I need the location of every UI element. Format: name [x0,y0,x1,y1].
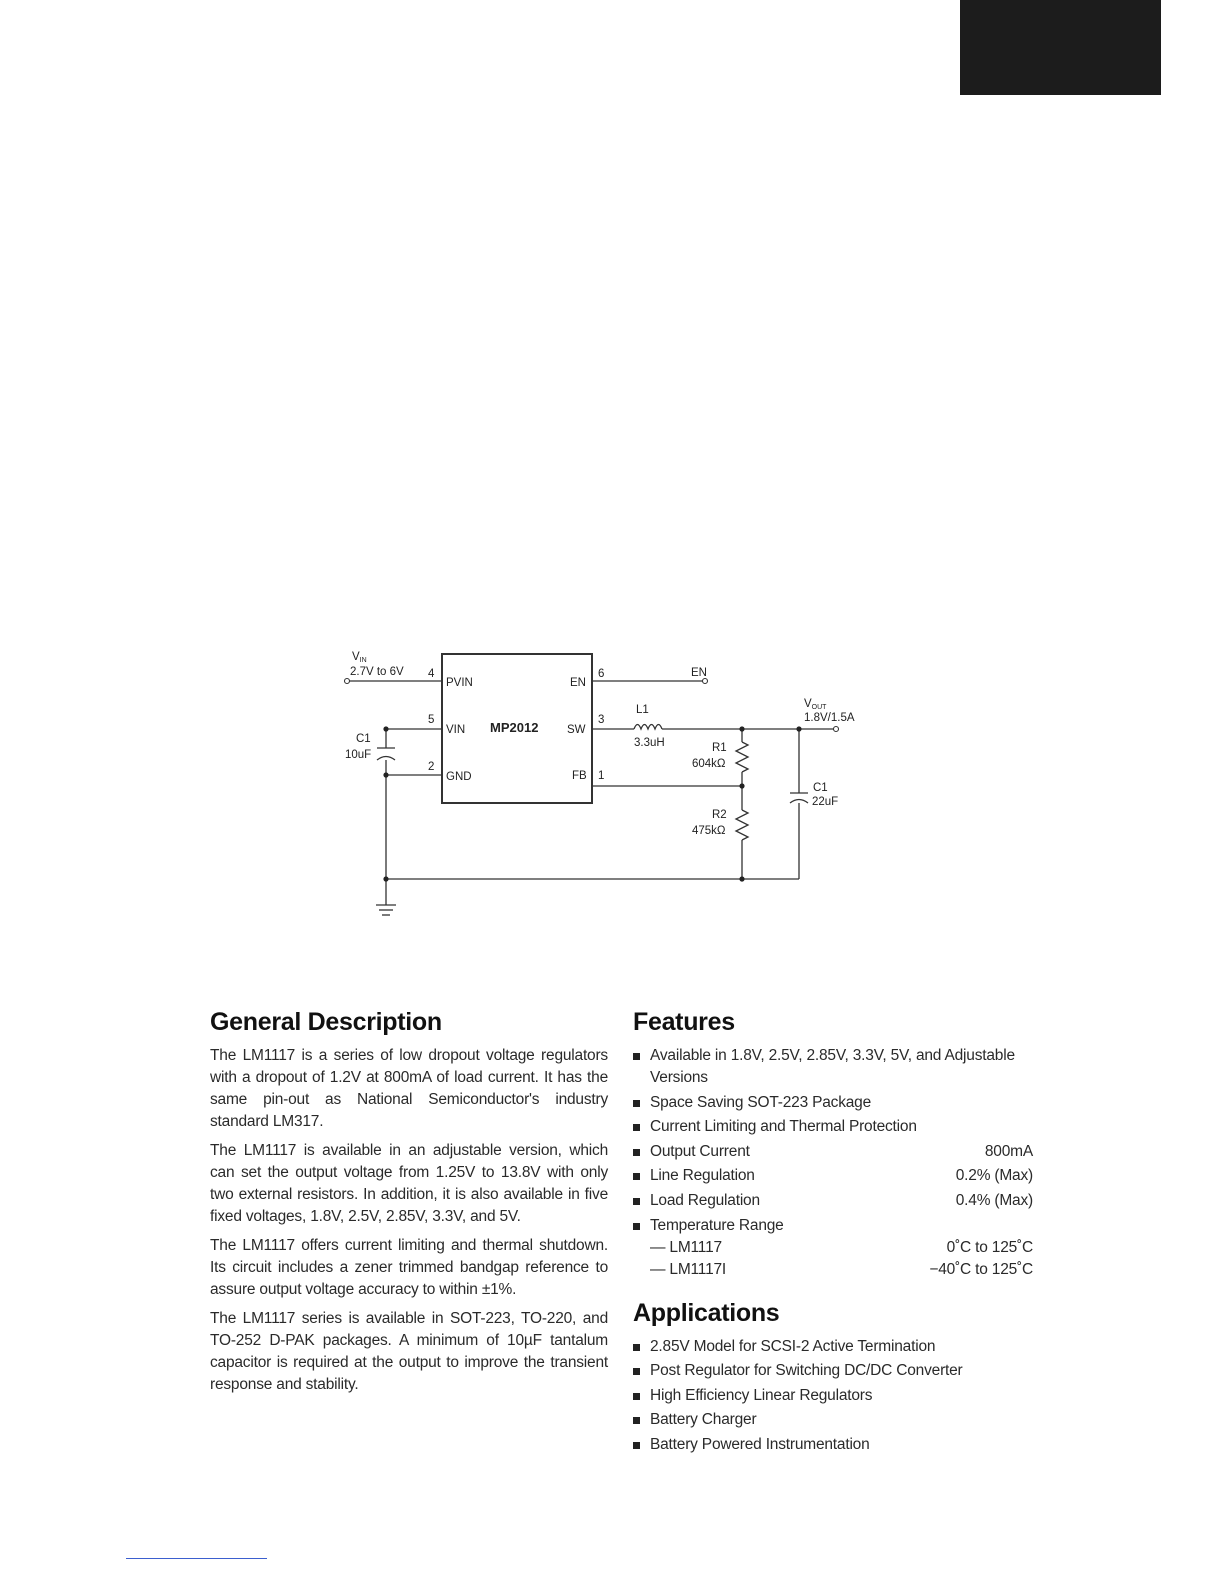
square-bullet-icon [633,1198,640,1205]
vin-label: VIN [352,651,367,664]
pin-num-en: 6 [598,668,605,680]
general-paragraph-1: The LM1117 is a series of low dropout voltage regulators with a dropout of 1.2V at 800mA of load current. It has the same pin-out as National Semiconductor's industry standard LM317. [210,1047,608,1130]
square-bullet-icon [633,1100,640,1107]
general-description-heading: General Description [210,1008,442,1036]
features-list [633,1045,1033,1237]
general-paragraph-2: The LM1117 is available in an adjustable version, which can set the output voltage from 1.25V to 13.8V with only two external resistors. In addition, it is also available in five fixed voltages, 1.8V, 2.5V, 2.85V, 3.3V, and 5V. [210,1142,608,1225]
pin-num-sw: 3 [598,714,605,726]
footer-link-underline [126,1558,267,1559]
vout-value: 1.8V/1.5A [804,712,855,724]
pin-name-en: EN [570,677,586,689]
vout-label: VOUT [804,698,827,711]
feature-item: Output Current 800mA [633,1141,1033,1163]
l1-name: L1 [636,704,649,716]
temp-range-subitem: — LM1117I −40˚C to 125˚C [650,1260,1033,1278]
application-item: High Efficiency Linear Regulators [633,1385,1033,1407]
square-bullet-icon [633,1442,640,1449]
temp-range-subitem: — LM1117 0˚C to 125˚C [650,1238,1033,1256]
feature-item: Current Limiting and Thermal Protection [633,1116,1033,1138]
feature-item: Space Saving SOT-223 Package [633,1092,1033,1114]
l1-value: 3.3uH [634,737,665,749]
square-bullet-icon [633,1368,640,1375]
r1-value: 604kΩ [692,758,726,770]
general-paragraph-3: The LM1117 offers current limiting and thermal shutdown. Its circuit includes a zener trimmed bandgap reference to assure output voltage accuracy to within ±1%. [210,1237,608,1298]
general-description-section [210,1008,608,1403]
square-bullet-icon [633,1223,640,1230]
feature-item: Temperature Range [633,1215,1033,1237]
square-bullet-icon [633,1393,640,1400]
pin-name-vin: VIN [446,724,466,736]
square-bullet-icon [633,1124,640,1131]
general-paragraph-4: The LM1117 series is available in SOT-223, TO-220, and TO-252 D-PAK packages. A minimum of 10µF tantalum capacitor is required at the output to improve the transient response and stability. [210,1310,608,1393]
cin-value: 10uF [345,749,372,761]
square-bullet-icon [633,1053,640,1060]
applications-heading: Applications [633,1298,780,1327]
vin-range: 2.7V to 6V [350,666,404,678]
corner-tab-block [960,0,1161,95]
cout-name: C1 [813,782,828,794]
r1-name: R1 [712,742,727,754]
r2-value: 475kΩ [692,825,726,837]
pin-name-sw: SW [567,724,586,736]
pin-name-gnd: GND [446,771,472,783]
cin-name: C1 [356,733,371,745]
r2-name: R2 [712,809,727,821]
pin-num-vin: 5 [428,714,435,726]
cout-value: 22uF [812,796,839,808]
application-item: Battery Charger [633,1409,1033,1431]
features-heading: Features [633,1008,735,1036]
features-applications-section [633,1008,1033,1459]
application-item: Post Regulator for Switching DC/DC Converter [633,1360,1033,1382]
feature-item: Load Regulation 0.4% (Max) [633,1190,1033,1212]
pin-name-pvin: PVIN [446,677,473,689]
applications-section [633,1299,1033,1456]
application-item: Battery Powered Instrumentation [633,1434,1033,1456]
feature-item: Available in 1.8V, 2.5V, 2.85V, 3.3V, 5V, and Adjustable Versions [633,1045,1033,1089]
square-bullet-icon [633,1344,640,1351]
applications-list [633,1336,1033,1456]
pin-num-fb: 1 [598,770,605,782]
square-bullet-icon [633,1149,640,1156]
square-bullet-icon [633,1173,640,1180]
circuit-schematic [330,640,890,930]
pin-num-gnd: 2 [428,761,435,773]
chip-name: MP2012 [490,720,539,735]
en-terminal-label: EN [691,667,707,679]
feature-item: Line Regulation 0.2% (Max) [633,1165,1033,1187]
square-bullet-icon [633,1417,640,1424]
pin-num-pvin: 4 [428,668,435,680]
application-item: 2.85V Model for SCSI-2 Active Termination [633,1336,1033,1358]
pin-name-fb: FB [572,770,587,782]
